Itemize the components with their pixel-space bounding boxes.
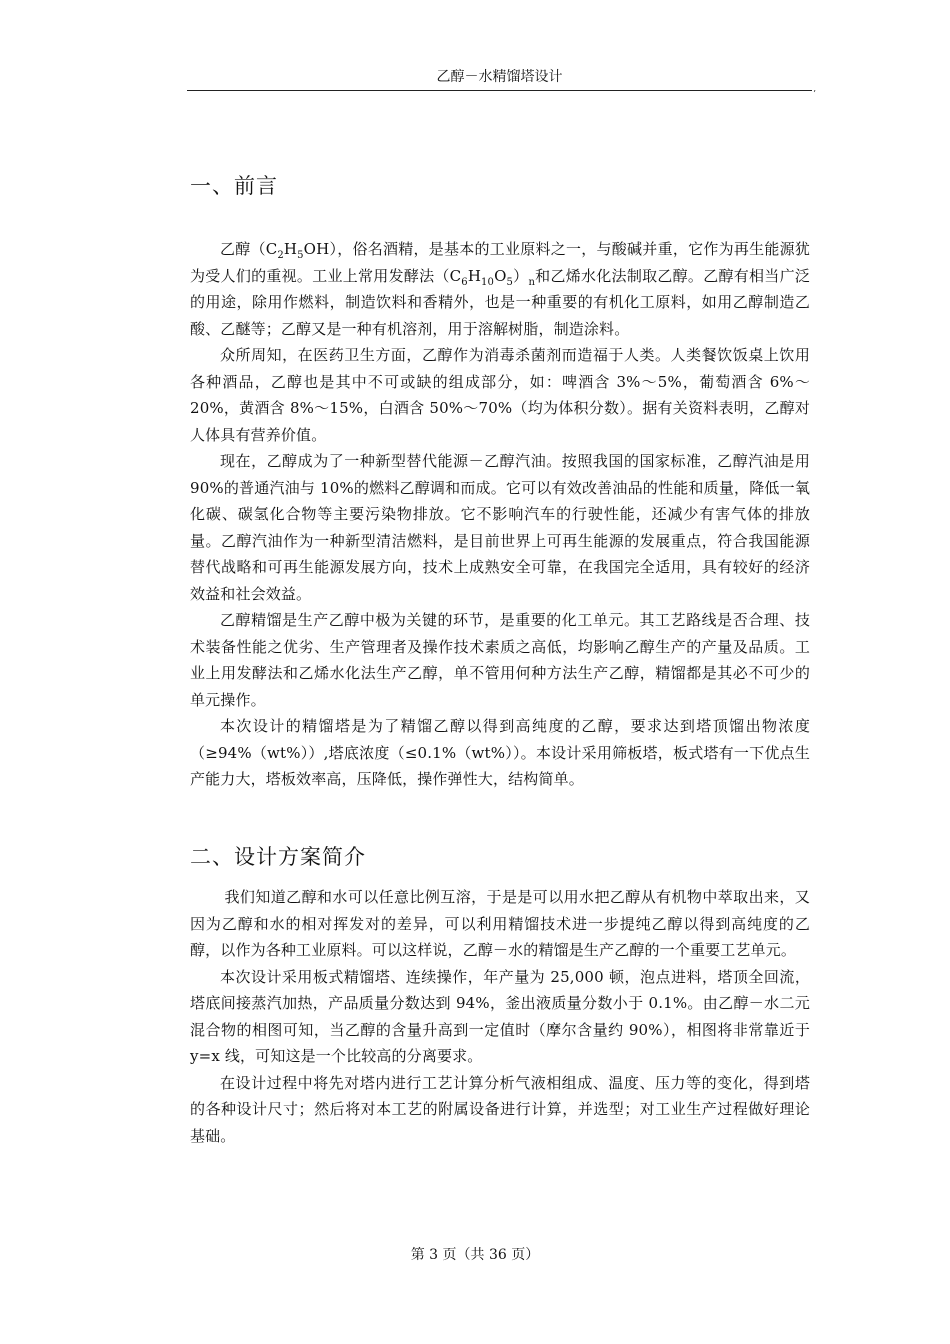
- header-mark: ,: [813, 84, 816, 93]
- subscript: 5: [297, 250, 304, 261]
- paragraph-extraction: 我们知道乙醇和水可以任意比例互溶，于是是可以用水把乙醇从有机物中萃取出来，又因为乙醇和水的相对挥发对的差异，可以利用精馏技术进一步提纯乙醇以得到高纯度的乙醇，以作为各种工业原料。可以这样说，乙醇－水的精馏是生产乙醇的一个重要工艺单元。: [190, 888, 810, 959]
- text-run: H: [467, 266, 482, 285]
- paragraph-design-goal: 本次设计的精馏塔是为了精馏乙醇以得到高纯度的乙醇，要求达到塔顶馏出物浓度（≥94%（wt%））,塔底浓度（≤0.1%（wt%））。本设计采用筛板塔，板式塔有一下优点生产能力大，塔板效率高，压降低，操作弹性大，结构简单。: [190, 717, 810, 788]
- section-heading-preface: 一、前言: [190, 174, 278, 198]
- page-number: 第 3 页（共 36 页）: [410, 1247, 540, 1263]
- running-header: [187, 66, 816, 93]
- text-run: 乙醇（C: [220, 240, 278, 258]
- paragraph-ethanol-intro: [190, 236, 810, 342]
- text-run: 和乙烯水化法制取乙醇。乙醇有相当广泛的用途，除用作燃料，制造饮料和香精外，也是一种重要的有机化工原料，如用乙醇制造乙酸、乙醚等；乙醇又是一种有机溶剂，用于溶解树脂，制造涂料。: [190, 266, 810, 338]
- header-title: 乙醇－水精馏塔设计: [436, 69, 563, 85]
- text-run: H: [283, 240, 298, 258]
- subscript: n: [528, 276, 536, 288]
- subscript: 2: [277, 250, 284, 261]
- text-run: ）: [513, 266, 529, 285]
- text-run: OH），俗名酒精，是基本的工业原料之一，与酸碱并重，它作为再生能源犹为受人们的重视。工业上常用发酵法（C: [190, 240, 811, 285]
- paragraph-rectification: 乙醇精馏是生产乙醇中极为关键的环节，是重要的化工单元。其工艺路线是否合理、技术装备性能之优劣、生产管理者及操作技术素质之高低，均影响乙醇生产的产量及品质。工业上用发酵法和乙烯水化法生产乙醇，单不管用何种方法生产乙醇，精馏都是其必不可少的单元操作。: [190, 611, 810, 709]
- paragraph-medical-use: 众所周知，在医药卫生方面，乙醇作为消毒杀菌剂而造福于人类。人类餐饮饭桌上饮用各种酒品，乙醇也是其中不可或缺的组成部分，如：啤酒含 3%～5%，葡萄酒含 6%～20%，黄酒含 8%～15%，白酒含 50%～70%（均为体积分数）。据有关资料表明，乙醇对人体具有营养价值。: [190, 346, 810, 444]
- section-preface-body: [190, 236, 810, 793]
- paragraph-design-process: 在设计过程中将先对塔内进行工艺计算分析气液相组成、温度、压力等的变化，得到塔的各种设计尺寸；然后将对本工艺的附属设备进行计算，并选型；对工业生产过程做好理论基础。: [190, 1073, 810, 1145]
- subscript: 6: [461, 276, 468, 288]
- paragraph-design-params: 本次设计采用板式精馏塔、连续操作，年产量为 25,000 顿，泡点进料，塔顶全回流，塔底间接蒸汽加热，产品质量分数达到 94%，釜出液质量分数小于 0.1%。由乙醇－水二元混合物的相图可知，当乙醇的含量升高到一定值时（摩尔含量约 90%），相图将非常靠近于 y=x 线，可知这是一个比较高的分离要求。: [190, 967, 810, 1065]
- section-heading-design-scheme: 二、设计方案简介: [190, 845, 366, 869]
- text-run: O: [494, 266, 507, 285]
- subscript: 10: [481, 276, 495, 288]
- paragraph-ethanol-gasoline: 现在，乙醇成为了一种新型替代能源－乙醇汽油。按照我国的国家标准，乙醇汽油是用 90%的普通汽油与 10%的燃料乙醇调和而成。它可以有效改善油品的性能和质量，降低一氧化碳、碳氢化合物等主要污染物排放。它不影响汽车的行驶性能，还减少有害气体的排放量。乙醇汽油作为一种新型清洁燃料，是目前世界上可再生能源的发展重点，符合我国能源替代战略和可再生能源发展方向，技术上成熟安全可靠，在我国完全适用，具有较好的经济效益和社会效益。: [190, 452, 810, 603]
- subscript: 5: [506, 276, 514, 288]
- section-design-scheme-body: [190, 884, 810, 1149]
